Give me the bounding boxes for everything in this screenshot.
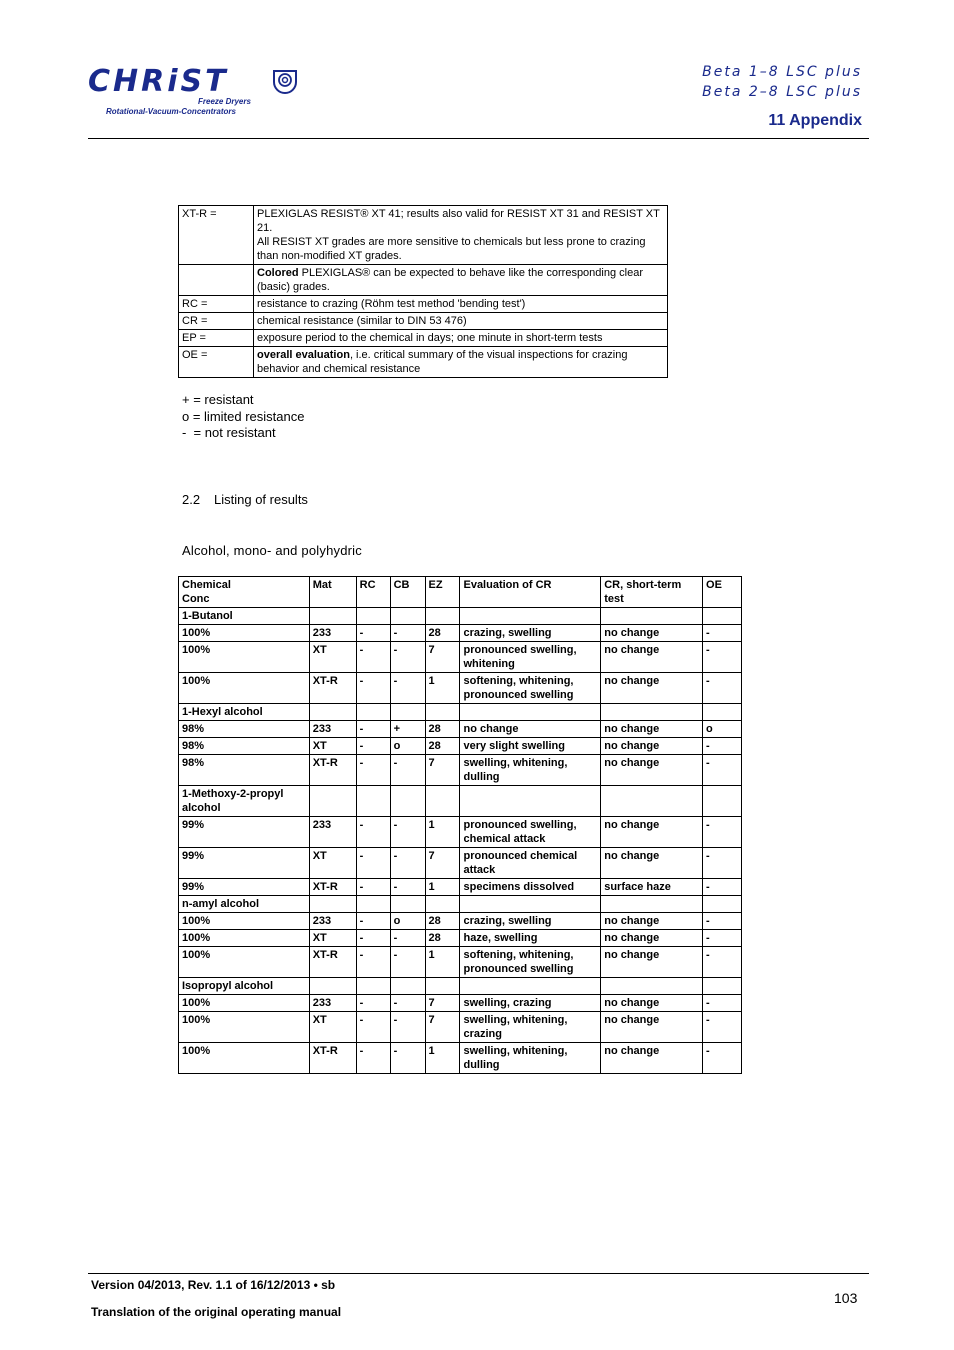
table-cell: - [356,879,390,896]
table-cell: - [356,913,390,930]
legend-key: OE = [179,347,254,378]
table-row [179,947,742,978]
empty-cell [356,704,390,721]
table-cell: no change [601,947,703,978]
legend-key [179,265,254,296]
table-cell: XT [309,848,356,879]
table-cell: softening, whitening, pronounced swelling [460,947,601,978]
empty-cell [425,786,460,817]
column-header: Chemical Conc [179,577,310,608]
empty-cell [601,786,703,817]
table-cell: 99% [179,848,310,879]
empty-cell [309,896,356,913]
empty-cell [703,786,742,817]
section-heading [182,492,308,507]
empty-cell [601,896,703,913]
empty-cell [460,978,601,995]
legend-description [254,313,668,330]
table-cell: 7 [425,995,460,1012]
legend-text: exposure period to the chemical in days; one minute in short-term tests [257,332,603,344]
table-cell: no change [460,721,601,738]
table-cell: 1 [425,879,460,896]
table-cell: crazing, swelling [460,625,601,642]
table-cell: o [390,738,425,755]
table-cell: 233 [309,721,356,738]
table-cell: - [356,625,390,642]
legend-text: PLEXIGLAS® can be expected to behave like the corresponding clear (basic) grades. [257,267,643,293]
footer-translation-note: Translation of the original operating manual [91,1305,342,1319]
table-cell: haze, swelling [460,930,601,947]
legend-description [254,347,668,378]
table-cell: no change [601,995,703,1012]
table-cell: 100% [179,642,310,673]
subsection-heading: Alcohol, mono- and polyhydric [182,543,362,558]
table-cell: - [390,1043,425,1074]
table-cell: - [390,848,425,879]
table-cell: 98% [179,738,310,755]
empty-cell [425,704,460,721]
table-row [179,930,742,947]
empty-cell [460,786,601,817]
table-cell: - [703,947,742,978]
model-name-1: Beta 1–8 LSC plus [702,64,862,80]
legend-row [179,206,668,265]
column-header: CB [390,577,425,608]
table-cell: no change [601,625,703,642]
table-cell: - [703,995,742,1012]
table-cell: 98% [179,721,310,738]
table-cell: 1 [425,1043,460,1074]
table-cell: crazing, swelling [460,913,601,930]
table-cell: 100% [179,1043,310,1074]
table-cell: 28 [425,930,460,947]
table-row [179,721,742,738]
legend-key: XT-R = [179,206,254,265]
table-cell: XT [309,642,356,673]
results-header-row [179,577,742,608]
legend-key: RC = [179,296,254,313]
table-cell: 7 [425,755,460,786]
logo-subtitle-freeze-dryers: Freeze Dryers [198,97,251,106]
chemical-name: 1-Hexyl alcohol [179,704,310,721]
table-cell: 28 [425,913,460,930]
empty-cell [460,896,601,913]
table-row [179,673,742,704]
table-row [179,625,742,642]
table-cell: - [356,642,390,673]
spiral-logo-icon [272,68,298,94]
table-cell: - [703,673,742,704]
legend-row [179,347,668,378]
table-cell: 7 [425,642,460,673]
table-cell: XT-R [309,1043,356,1074]
table-cell: 99% [179,879,310,896]
table-cell: - [390,755,425,786]
empty-cell [460,704,601,721]
table-cell: XT [309,930,356,947]
legend-description [254,296,668,313]
empty-cell [460,608,601,625]
table-cell: - [390,817,425,848]
table-cell: - [390,1012,425,1043]
table-cell: - [390,673,425,704]
table-cell: - [390,879,425,896]
table-cell: - [356,1012,390,1043]
empty-cell [425,896,460,913]
chemical-group-row [179,704,742,721]
table-cell: - [356,848,390,879]
legend-row [179,313,668,330]
table-cell: - [703,625,742,642]
table-cell: - [390,930,425,947]
table-cell: pronounced swelling, chemical attack [460,817,601,848]
table-cell: - [356,1043,390,1074]
legend-text: resistance to crazing (Röhm test method 'bending test') [257,298,526,310]
table-cell: - [356,738,390,755]
logo-wordmark: CHRiST [88,64,229,99]
table-cell: XT-R [309,947,356,978]
column-header: RC [356,577,390,608]
empty-cell [390,896,425,913]
table-cell: - [356,755,390,786]
table-cell: no change [601,755,703,786]
table-cell: XT-R [309,673,356,704]
table-cell: no change [601,673,703,704]
table-cell: 233 [309,995,356,1012]
empty-cell [703,704,742,721]
table-cell: 7 [425,848,460,879]
table-cell: swelling, crazing [460,995,601,1012]
company-logo [88,64,318,124]
table-cell: - [390,947,425,978]
table-cell: swelling, whitening, dulling [460,755,601,786]
table-cell: - [703,913,742,930]
logo-subtitle-rvc: Rotational-Vacuum-Concentrators [106,107,236,116]
table-cell: 233 [309,625,356,642]
legend-description [254,206,668,265]
table-row [179,1043,742,1074]
table-cell: surface haze [601,879,703,896]
model-name-2: Beta 2–8 LSC plus [702,84,862,100]
table-row [179,1012,742,1043]
table-cell: very slight swelling [460,738,601,755]
table-cell: 98% [179,755,310,786]
table-row [179,642,742,673]
empty-cell [601,704,703,721]
table-cell: - [703,1043,742,1074]
table-cell: 28 [425,738,460,755]
table-cell: no change [601,1043,703,1074]
empty-cell [390,608,425,625]
table-cell: - [703,848,742,879]
empty-cell [703,896,742,913]
empty-cell [309,608,356,625]
table-cell: - [356,673,390,704]
table-cell: - [390,642,425,673]
table-cell: - [703,879,742,896]
table-row [179,817,742,848]
legend-bold-term: overall evaluation [257,349,350,361]
section-number: 2.2 [182,492,201,507]
empty-cell [390,704,425,721]
chemical-name: 1-Methoxy-2-propyl alcohol [179,786,310,817]
legend-key: EP = [179,330,254,347]
legend-bold-term: Colored [257,267,299,279]
empty-cell [356,896,390,913]
table-cell: - [390,625,425,642]
empty-cell [309,978,356,995]
table-cell: - [703,930,742,947]
empty-cell [390,978,425,995]
legend-description [254,265,668,296]
table-cell: 100% [179,930,310,947]
table-cell: + [390,721,425,738]
table-cell: 100% [179,1012,310,1043]
table-cell: swelling, whitening, crazing [460,1012,601,1043]
table-row [179,995,742,1012]
table-cell: no change [601,817,703,848]
empty-cell [356,786,390,817]
table-cell: no change [601,642,703,673]
table-cell: XT-R [309,755,356,786]
table-cell: no change [601,721,703,738]
table-cell: no change [601,913,703,930]
table-row [179,913,742,930]
empty-cell [601,608,703,625]
table-cell: 28 [425,721,460,738]
table-row [179,848,742,879]
table-cell: 100% [179,947,310,978]
column-header: Evaluation of CR [460,577,601,608]
footer-version: Version 04/2013, Rev. 1.1 of 16/12/2013 • sb [91,1278,336,1292]
table-cell: no change [601,1012,703,1043]
table-cell: no change [601,848,703,879]
table-cell: pronounced swelling, whitening [460,642,601,673]
legend-description [254,330,668,347]
symbol-not-resistant: - = not resistant [182,425,276,440]
table-cell: 100% [179,625,310,642]
empty-cell [703,978,742,995]
legend-row [179,265,668,296]
table-cell: no change [601,930,703,947]
table-cell: - [356,947,390,978]
table-cell: 7 [425,1012,460,1043]
table-cell: XT [309,1012,356,1043]
empty-cell [309,786,356,817]
table-cell: 28 [425,625,460,642]
empty-cell [390,786,425,817]
table-cell: 100% [179,673,310,704]
section-heading-text: Listing of results [214,492,308,507]
table-cell: 1 [425,673,460,704]
table-cell: 100% [179,995,310,1012]
symbol-limited: o = limited resistance [182,408,305,424]
table-cell: no change [601,738,703,755]
table-cell: - [356,995,390,1012]
chemical-name: n-amyl alcohol [179,896,310,913]
empty-cell [356,608,390,625]
column-header: CR, short-term test [601,577,703,608]
table-row [179,879,742,896]
table-cell: - [703,755,742,786]
column-header: EZ [425,577,460,608]
legend-row [179,330,668,347]
symbol-resistant: + = resistant [182,392,254,407]
table-row [179,755,742,786]
results-table [178,576,742,1074]
symbol-legend [182,392,304,442]
table-cell: 100% [179,913,310,930]
table-cell: - [356,817,390,848]
legend-row [179,296,668,313]
table-cell: - [703,738,742,755]
legend-key: CR = [179,313,254,330]
table-cell: o [703,721,742,738]
empty-cell [425,608,460,625]
column-header: OE [703,577,742,608]
table-cell: swelling, whitening, dulling [460,1043,601,1074]
table-cell: pronounced chemical attack [460,848,601,879]
table-cell: softening, whitening, pronounced swelling [460,673,601,704]
empty-cell [309,704,356,721]
table-cell: 1 [425,947,460,978]
empty-cell [356,978,390,995]
header-divider [88,138,869,139]
table-cell: - [703,642,742,673]
table-cell: 233 [309,817,356,848]
chemical-name: 1-Butanol [179,608,310,625]
table-cell: XT [309,738,356,755]
footer-divider [88,1273,869,1274]
table-cell: - [703,817,742,848]
table-cell: 1 [425,817,460,848]
table-cell: o [390,913,425,930]
table-cell: - [703,1012,742,1043]
chemical-group-row [179,978,742,995]
chemical-group-row [179,786,742,817]
chemical-name: Isopropyl alcohol [179,978,310,995]
chemical-group-row [179,608,742,625]
page-number: 103 [834,1290,858,1306]
table-cell: - [356,721,390,738]
table-cell: 99% [179,817,310,848]
legend-text: chemical resistance (similar to DIN 53 476) [257,315,467,327]
table-cell: - [390,995,425,1012]
legend-text: PLEXIGLAS RESIST® XT 41; results also valid for RESIST XT 31 and RESIST XT 21. All RESIST XT grades are more sensitive to chemicals but less prone to crazing than non-modified XT grades. [257,208,660,262]
empty-cell [425,978,460,995]
abbreviation-legend-table [178,205,668,378]
column-header: Mat [309,577,356,608]
section-title: 11 Appendix [768,112,862,129]
empty-cell [601,978,703,995]
table-cell: - [356,930,390,947]
table-row [179,738,742,755]
table-cell: 233 [309,913,356,930]
table-cell: specimens dissolved [460,879,601,896]
chemical-group-row [179,896,742,913]
table-cell: XT-R [309,879,356,896]
empty-cell [703,608,742,625]
legend-text: , i.e. critical summary of the visual inspections for crazing behavior and chemical resistance [257,349,628,375]
